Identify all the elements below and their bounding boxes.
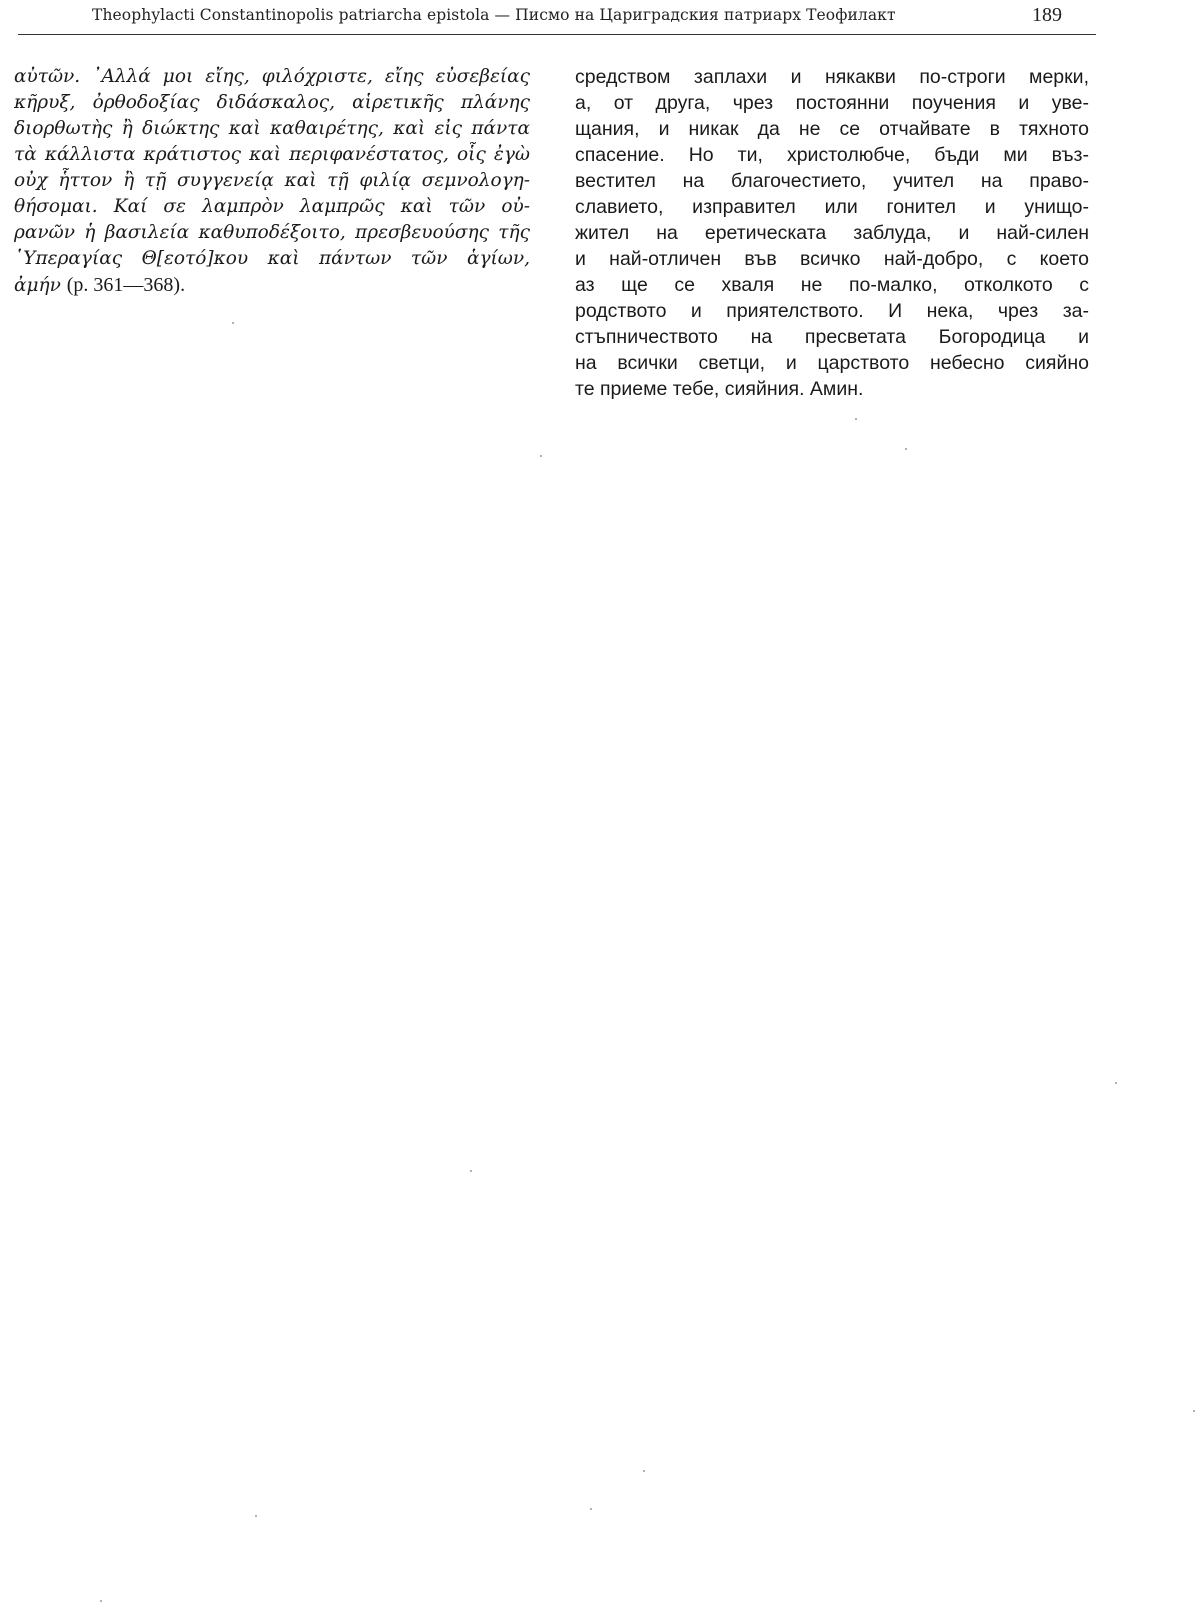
greek-line-last [14,272,530,298]
greek-text-column [14,64,530,298]
scan-speck [100,1600,102,1602]
running-title: Theophylacti Constantinopolis patriarcha epistola — Писмо на Цариградския патриарх Теофилакт [92,6,896,24]
greek-line: θήσομαι. Καί σε λαμπρὸν λαμπρῶς καὶ τῶν οὐ- [14,196,530,217]
bulgarian-line: и най-отличен във всичко най-добро, с което [575,248,1089,270]
bulgarian-line: родството и приятелството. И нека, чрез за- [575,300,1089,322]
bulgarian-line: а, от друга, чрез постоянни поучения и уве- [575,92,1089,114]
bulgarian-line: славието, изправител или гонител и унищо- [575,196,1089,218]
scan-speck [540,455,542,457]
bulgarian-line: средством заплахи и някакви по-строги мерки, [575,66,1089,88]
header-rule [18,34,1096,35]
greek-line: ῾Υπεραγίας Θ[εοτό]κου καὶ πάντων τῶν ἁγίων, [14,248,530,269]
bulgarian-line: спасение. Но ти, христолюбче, бъди ми въз- [575,144,1089,166]
greek-line: οὐχ ἧττον ἢ τῇ συγγενείᾳ καὶ τῇ φιλίᾳ σεμνολογη- [14,170,530,191]
greek-amen: ἀμήν [14,275,61,296]
bulgarian-line: жител на еретическата заблуда, и най-силен [575,222,1089,244]
greek-line: τὰ κάλλιστα κράτιστος καὶ περιφανέστατος, οἷς ἐγὼ [14,144,530,165]
bulgarian-line-last: те приеме тебе, сияйния. Амин. [575,378,864,400]
scan-speck [643,1470,645,1472]
scan-speck [1193,1410,1195,1412]
scan-speck [232,322,234,324]
page-number: 189 [1032,4,1062,26]
running-head [92,4,1062,34]
scan-speck [1115,1082,1117,1084]
bulgarian-line: вестител на благочестието, учител на право- [575,170,1089,192]
page-reference: (p. 361—368). [66,274,186,296]
bulgarian-text-column [575,64,1089,402]
scan-speck [905,448,907,450]
bulgarian-line: стъпничеството на пресветата Богородица и [575,326,1089,348]
bulgarian-line: щания, и никак да не се отчайвате в тяхното [575,118,1089,140]
greek-line: αὐτῶν. ᾽Αλλά μοι εἴης, φιλόχριστε, εἴης εὐσεβείας [14,66,530,87]
bulgarian-line: на всички светци, и царството небесно сияйно [575,352,1089,374]
scan-speck [470,1170,472,1172]
scan-speck [855,418,857,420]
scan-speck [590,1508,592,1510]
greek-line: κῆρυξ, ὀρθοδοξίας διδάσκαλος, αἱρετικῆς πλάνης [14,92,530,113]
bulgarian-line: аз ще се хваля не по-малко, отколкото с [575,274,1089,296]
greek-line: διορθωτὴς ἢ διώκτης καὶ καθαιρέτης, καὶ εἰς πάντα [14,118,530,139]
greek-line: ρανῶν ἡ βασιλεία καθυποδέξοιτο, πρεσβευούσης τῆς [14,222,530,243]
scan-speck [255,1515,257,1517]
